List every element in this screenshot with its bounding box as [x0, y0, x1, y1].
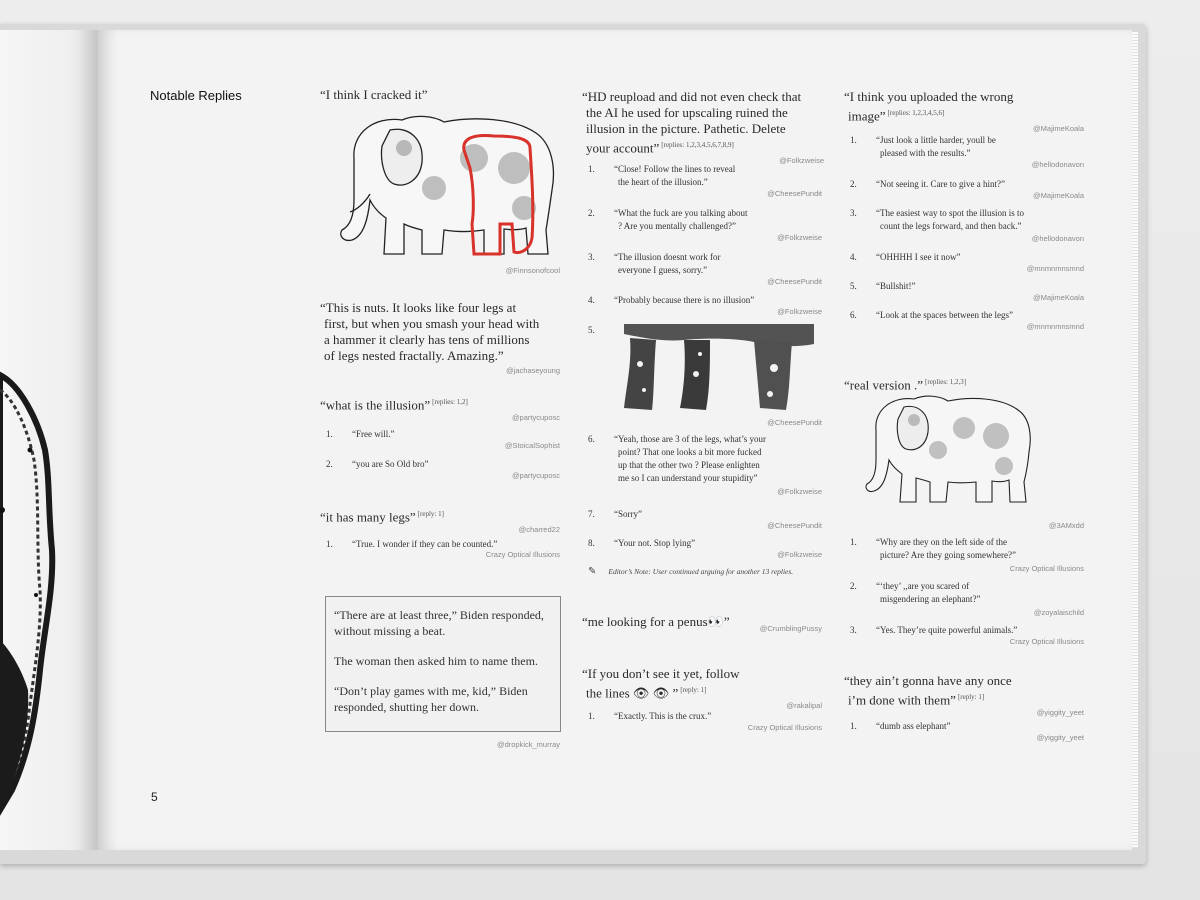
reply-number: 6. — [850, 310, 857, 320]
post-quote: “me looking for a penus👀” — [582, 614, 730, 629]
quote-box — [325, 596, 561, 732]
section-label: Notable Replies — [150, 88, 242, 103]
reply-ref: [reply: 1] — [680, 686, 707, 694]
editor-note-icon: ✎ — [588, 566, 597, 577]
reply-handle: @partycuposc — [511, 471, 560, 480]
reply-handle: @mnmnmnsmnd — [1026, 264, 1084, 273]
reply-line: “Yes. They’re quite powerful animals.” — [876, 625, 1018, 635]
reply-handle: @CheesePundit — [767, 521, 822, 530]
reply-ref: [replies: 1,2,3,4,5,6,7,8,9] — [661, 141, 734, 149]
reply-handle: @MajimeKoala — [1033, 191, 1084, 200]
post-quote-line: first, but when you smash your head with — [324, 316, 540, 331]
reply-item — [850, 207, 1084, 243]
reply-ref: [replies: 1,2,3] — [925, 378, 967, 386]
post-quote-line: your account” — [586, 140, 660, 156]
reply-line: the heart of the illusion.” — [618, 177, 708, 187]
post-quote-line: the lines 👁 👁 ” — [586, 685, 679, 701]
reply-handle: @StoicalSophist — [504, 441, 560, 450]
reply-item — [588, 324, 822, 428]
reply-number: 3. — [850, 208, 857, 218]
reply-number: 6. — [588, 434, 595, 444]
reply-line: count the legs forward, and then back.” — [880, 221, 1022, 231]
page-edge — [1132, 32, 1138, 848]
reply-item — [326, 428, 560, 458]
reply-line: “Yeah, those are 3 of the legs, what’s your — [614, 434, 767, 444]
elephant-legs-closeup — [614, 324, 814, 416]
reply-line: “Not seeing it. Care to give a hint?” — [876, 179, 1005, 189]
post-handle: @Finnsonofcool — [505, 266, 560, 275]
reply-line: “Look at the spaces between the legs” — [876, 310, 1013, 320]
reply-text: “you are So Old bro” — [352, 459, 429, 469]
reply-ref: [reply: 1] — [957, 693, 985, 701]
reply-line: “Just look a little harder, youll be — [876, 135, 996, 145]
reply-item — [588, 537, 822, 563]
post-handle: @partycuposc — [511, 413, 560, 423]
reply-number: 1. — [588, 711, 595, 721]
reply-line: misgendering an elephant?” — [880, 594, 981, 604]
reply-line: picture? Are they going somewhere?” — [880, 550, 1016, 560]
reply-handle: @CheesePundit — [767, 277, 822, 286]
reply-number: 1. — [850, 135, 857, 145]
post-quote: “it has many legs” — [320, 509, 416, 525]
reply-handle: @Folkzweise — [777, 550, 822, 559]
reply-line: “Probably because there is no illusion” — [614, 295, 755, 305]
reply-line: “The illusion doesnt work for — [614, 252, 721, 262]
reply-number: 7. — [588, 509, 595, 519]
post-aint-gonna-have — [844, 673, 1084, 717]
post-nuts — [320, 300, 560, 375]
post-handle: @Folkzweise — [779, 156, 824, 166]
reply-handle: @CheesePundit — [767, 189, 822, 198]
reply-item — [850, 536, 1084, 572]
reply-line: “Close! Follow the lines to reveal — [614, 164, 736, 174]
reply-item — [850, 720, 1084, 746]
reply-number: 8. — [588, 538, 595, 548]
reply-handle: @hellodonavon — [1031, 234, 1084, 243]
post-handle: @yiggity_yeet — [1036, 708, 1084, 718]
box-paragraph: The woman then asked him to name them. — [334, 654, 538, 668]
reply-ref: [replies: 1,2] — [432, 398, 468, 406]
post-many-legs — [320, 506, 560, 534]
reply-line: “‘they’ ,,are you scared of — [876, 581, 970, 591]
reply-item — [588, 508, 822, 534]
reply-handle: Crazy Optical Illusions — [1009, 564, 1084, 573]
reply-item — [588, 163, 822, 199]
reply-number: 1. — [850, 537, 857, 547]
reply-handle: @CheesePundit — [767, 418, 822, 427]
reply-item — [850, 580, 1084, 616]
reply-handle: @Folkzweise — [777, 233, 822, 242]
page-number: 5 — [151, 790, 158, 804]
reply-item — [588, 251, 822, 287]
reply-item — [850, 280, 1084, 306]
post-handle: @rakalipal — [786, 701, 822, 711]
reply-handle: @yiggity_yeet — [1036, 733, 1084, 742]
reply-number: 1. — [326, 429, 333, 439]
reply-handle: @hellodonavon — [1031, 160, 1084, 169]
box-paragraph: “There are at least three,” Biden responded, without missing a beat. — [334, 608, 544, 638]
reply-handle: Crazy Optical Illusions — [485, 550, 560, 559]
post-handle: @jachaseyoung — [506, 366, 560, 375]
post-quote-line: illusion in the picture. Pathetic. Delete — [586, 121, 786, 136]
reply-handle: @Folkzweise — [777, 487, 822, 496]
reply-line: “Bullshit!” — [876, 281, 916, 291]
post-quote-line: “they ain’t gonna have any once — [844, 673, 1012, 688]
post-penus — [582, 614, 822, 633]
reply-number: 4. — [850, 252, 857, 262]
reply-line: “OHHHH I see it now” — [876, 252, 961, 262]
reply-item — [850, 134, 1084, 170]
reply-item — [588, 710, 822, 736]
post-wrong-image — [844, 89, 1084, 133]
reply-item — [588, 294, 822, 320]
post-quote: “what is the illusion” — [320, 397, 431, 413]
post-quote-line: image” — [848, 108, 886, 124]
reply-item — [850, 178, 1084, 204]
reply-number: 3. — [850, 625, 857, 635]
reply-handle: @MajimeKoala — [1033, 293, 1084, 302]
reply-number: 2. — [588, 208, 595, 218]
reply-item — [326, 458, 560, 488]
reply-text: “dumb ass elephant” — [876, 721, 951, 731]
reply-line: point? That one looks a bit more fucked — [618, 447, 762, 457]
post-quote-line: “HD reupload and did not even check that — [582, 89, 802, 104]
elephant-illustration — [324, 108, 564, 268]
reply-text: “Free will.” — [352, 429, 395, 439]
post-handle: @dropkick_murray — [496, 740, 560, 749]
spine-shadow — [78, 30, 118, 850]
reply-item — [850, 251, 1084, 277]
reply-number: 5. — [850, 281, 857, 291]
reply-handle: Crazy Optical Illusions — [1009, 637, 1084, 646]
post-hd-reupload — [582, 89, 824, 165]
post-handle: @CrumblingPussy — [759, 624, 822, 633]
reply-handle: @zoyalaischild — [1033, 608, 1084, 617]
reply-line: “What the fuck are you talking about — [614, 208, 748, 218]
reply-ref: [replies: 1,2,3,4,5,6] — [887, 109, 945, 117]
reply-number: 1. — [326, 539, 333, 549]
post-handle: @charred22 — [518, 525, 560, 535]
reply-line: “Your not. Stop lying” — [614, 538, 696, 548]
reply-line: “Why are they on the left side of the — [876, 537, 1007, 547]
reply-text: “True. I wonder if they can be counted.” — [352, 539, 498, 549]
reply-text: “Exactly. This is the crux.” — [614, 711, 712, 721]
reply-number: 5. — [588, 325, 595, 335]
book-page — [98, 30, 1132, 850]
reply-number: 1. — [588, 164, 595, 174]
post-follow-lines — [582, 666, 822, 710]
post-quote-line: i’m done with them” — [848, 692, 956, 708]
reply-line: me so I can understand your stupidity” — [618, 473, 758, 483]
reply-number: 3. — [588, 252, 595, 262]
post-quote-line: of legs nested fractally. Amazing.” — [324, 348, 504, 363]
reply-number: 4. — [588, 295, 595, 305]
reply-line: “The easiest way to spot the illusion is to — [876, 208, 1024, 218]
reply-number: 2. — [326, 459, 333, 469]
elephant-illustration — [854, 390, 1034, 510]
reply-handle: @Folkzweise — [777, 307, 822, 316]
reply-item — [850, 624, 1084, 650]
editor-note — [588, 561, 822, 579]
reply-item — [326, 538, 560, 568]
reply-line: “Sorry” — [614, 509, 642, 519]
reply-number: 2. — [850, 581, 857, 591]
box-paragraph: “Don’t play games with me, kid,” Biden responded, shutting her down. — [334, 684, 528, 714]
post-quote: “I think I cracked it” — [320, 87, 428, 102]
post-handle: @3AMxdd — [1048, 521, 1084, 530]
reply-line: up that the other two ? Please enlighten — [618, 460, 760, 470]
post-quote-line: “This is nuts. It looks like four legs at — [320, 300, 517, 315]
reply-handle: Crazy Optical Illusions — [747, 723, 822, 732]
reply-item — [588, 433, 822, 497]
post-quote-line: a hammer it clearly has tens of millions — [324, 332, 530, 347]
post-quote: “real version .” — [844, 377, 924, 393]
reply-ref: [reply: 1] — [417, 510, 444, 518]
post-cracked-it — [320, 87, 560, 103]
reply-item — [850, 309, 1084, 335]
reply-handle: @mnmnmnsmnd — [1026, 322, 1084, 331]
reply-line: ? Are you mentally challenged?” — [618, 221, 736, 231]
reply-number: 1. — [850, 721, 857, 731]
reply-line: everyone I guess, sorry.” — [618, 265, 708, 275]
reply-item — [588, 207, 822, 243]
post-what-illusion — [320, 394, 560, 422]
reply-number: 2. — [850, 179, 857, 189]
post-handle: @MajimeKoala — [1033, 124, 1084, 134]
post-quote-line: “I think you uploaded the wrong — [844, 89, 1014, 104]
post-quote-line: “If you don’t see it yet, follow — [582, 666, 740, 681]
post-quote-line: the AI he used for upscaling ruined the — [586, 105, 788, 120]
reply-line: pleased with the results.” — [880, 148, 971, 158]
editor-note-text: Editor’s Note: User continued arguing for another 13 replies. — [608, 567, 794, 576]
